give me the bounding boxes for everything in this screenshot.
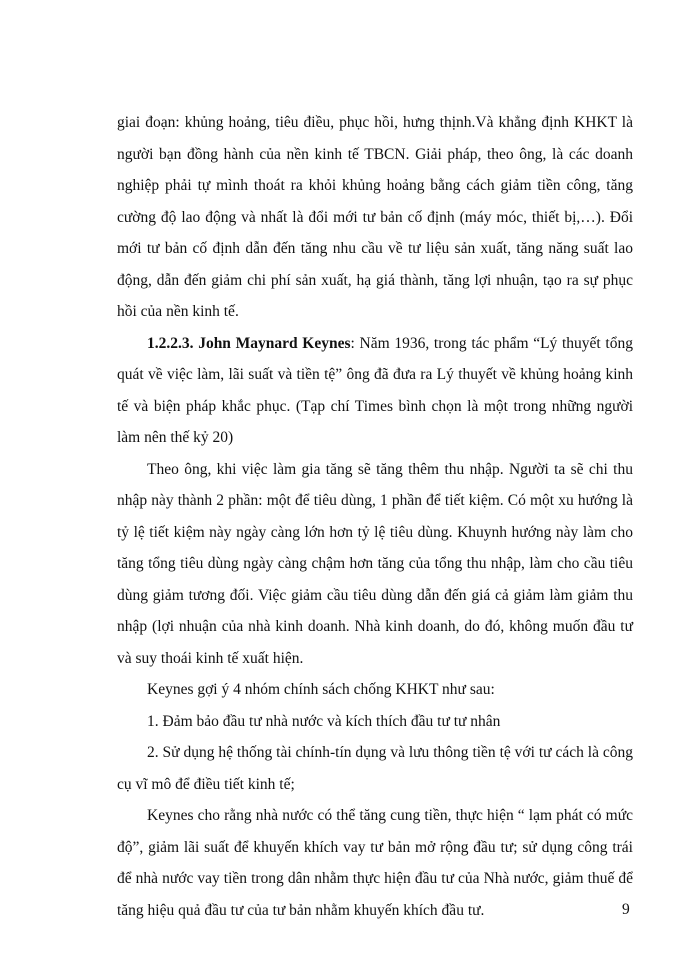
section-heading-keynes: 1.2.2.3. John Maynard Keynes <box>147 334 351 352</box>
list-item-policy-2: 2. Sử dụng hệ thống tài chính-tín dụng và lưu thông tiền tệ với tư cách là công cụ vĩ mô để điều tiết kinh tế; <box>117 744 633 793</box>
page-number: 9 <box>622 901 630 918</box>
list-item-policy-1: 1. Đảm bảo đầu tư nhà nước và kích thích đầu tư tư nhân <box>147 712 501 730</box>
paragraph-keynes-intro <box>117 328 633 454</box>
keynes-intro-text: : Năm 1936, trong tác phẩm “Lý thuyết tổng quát về việc làm, lãi suất và tiền tệ” ông đã đưa ra Lý thuyết về khủng hoảng kinh tế và biện pháp khắc phục. (Tạp chí Times bình chọn là một trong những người làm nên thế kỷ 20) <box>117 334 633 446</box>
paragraph-policy-intro: Keynes gợi ý 4 nhóm chính sách chống KHKT như sau: <box>147 681 495 698</box>
paragraph-keynes-theory: Theo ông, khi việc làm gia tăng sẽ tăng thêm thu nhập. Người ta sẽ chi thu nhập này thành 2 phần: một để tiêu dùng, 1 phần để tiết kiệm. Có một xu hướng là tỷ lệ tiết kiệm này ngày càng lớn hơn tỷ lệ tiêu dùng. Khuynh hướng này làm cho tăng tổng tiêu dùng ngày càng chậm hơn tăng của tổng thu nhập, làm cho cầu tiêu dùng giảm tương đối. Việc giảm cầu tiêu dùng dẫn đến giá cả giảm làm giảm thu nhập (lợi nhuận của nhà kinh doanh. Nhà kinh doanh, do đó, không muốn đầu tư và suy thoái kinh tế xuất hiện. <box>117 460 633 667</box>
paragraph-business-cycle: giai đoạn: khủng hoảng, tiêu điều, phục hồi, hưng thịnh.Và khẳng định KHKT là người bạn đồng hành của nền kinh tế TBCN. Giải pháp, theo ông, là các doanh nghiệp phải tự mình thoát ra khỏi khủng hoảng bằng cách giảm tiền công, tăng cường độ lao động và nhất là đổi mới tư bản cố định (máy móc, thiết bị,…). Đổi mới tư bản cố định dẫn đến tăng nhu cầu về tư liệu sản xuất, tăng năng suất lao động, dẫn đến giảm chi phí sản xuất, hạ giá thành, tăng lợi nhuận, tạo ra sự phục hồi của nền kinh tế. <box>117 114 633 320</box>
paragraph-monetary-policy: Keynes cho rằng nhà nước có thể tăng cung tiền, thực hiện “ lạm phát có mức độ”, giảm lãi suất để khuyến khích vay tư bản mở rộng đầu tư; sử dụng công trái để nhà nước vay tiền trong dân nhằm thực hiện đầu tư của Nhà nước, giảm thuế để tăng hiệu quả đầu tư của tư bản nhằm khuyến khích đầu tư. <box>117 807 633 919</box>
document-body <box>117 107 633 926</box>
